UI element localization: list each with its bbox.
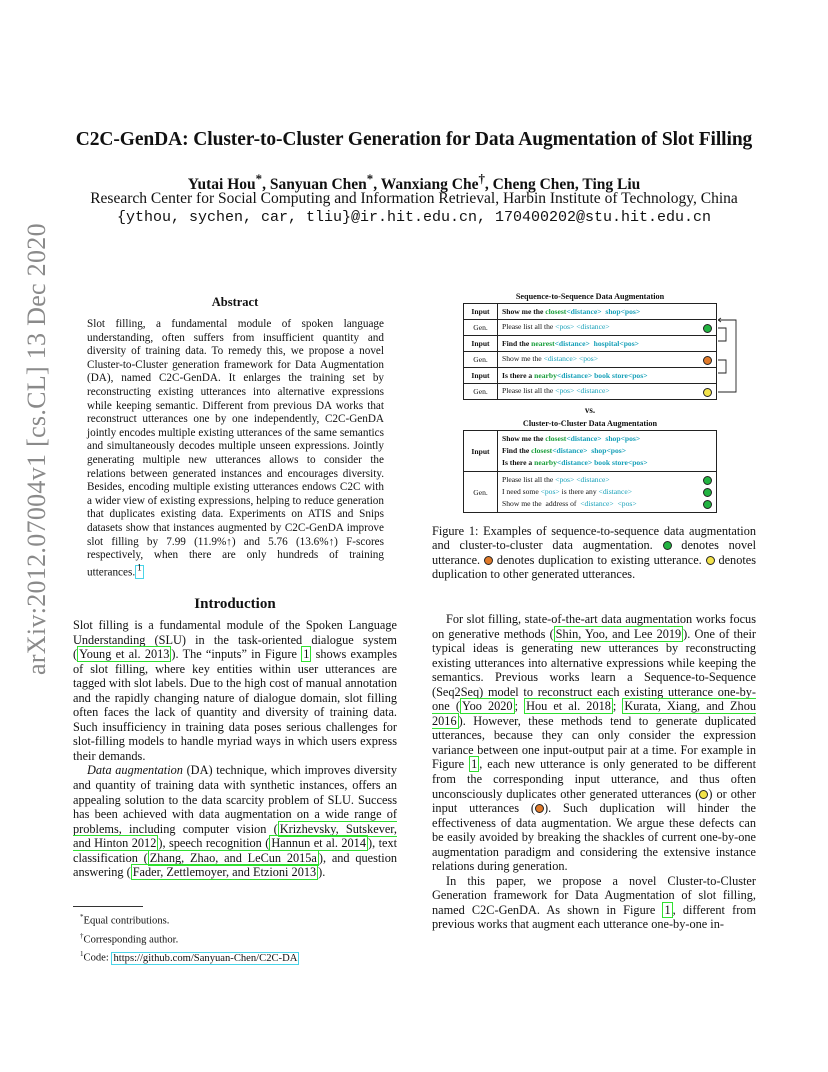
row-label: Gen. — [464, 384, 498, 400]
row-label: Gen. — [464, 320, 498, 336]
table-row — [464, 368, 717, 384]
footnote-corresponding: †Corresponding author. — [80, 931, 179, 946]
novel-face-icon — [703, 324, 712, 333]
author-emails: {ythou, sychen, car, tliu}@ir.hit.edu.cn, 170400202@stu.hit.edu.cn — [116, 209, 712, 226]
generated-cluster: Please list all the <pos> <distance> I need some <pos> is there any <distance> Show me the address of <distance> <pos> — [498, 472, 717, 513]
paper-title: C2C-GenDA: Cluster-to-Cluster Generation for Data Augmentation of Slot Filling — [75, 129, 753, 150]
table-row — [464, 352, 717, 368]
table-row — [464, 431, 717, 472]
abstract-body: Slot filling, a fundamental module of spoken language understanding, often suffers from insufficient quantity and diversity of training data. To remedy this, we propose a novel Cluster-to-Cluster generation framework for Data Augmentation (DA), named C2C-GenDA. It enlarges the training set by reconstructing existing utterances into alternative expressions while keeping semantic. Different from previous DA works that reconstruct utterances one by one independently, C2C-GenDA jointly encodes multiple existing utterances of the same semantics and simultaneously decodes multiple unseen expressions. Jointly generating multiple new utterances allows to consider the relations between generated instances and encourages diversity. Besides, encoding multiple existing utterances endows C2C with a wider view of existing expressions, helping to reduce generation that duplicates existing data. Experiments on ATIS and Snips datasets show that instances augmented by C2C-GenDA improve slot filling by 7.99 (11.9%↑) and 5.76 (13.6%↑) F-scores respectively, when there are only hundreds of training utterances. $^1$ — [87, 318, 384, 579]
versus-label: vs. — [584, 405, 596, 415]
row-label: Input — [464, 368, 498, 384]
code-link[interactable]: https://github.com/Sanyuan-Chen/C2C-DA — [113, 952, 298, 964]
c2c-table — [463, 430, 717, 513]
figure-caption: Figure 1: Examples of sequence-to-sequence data augmentation and cluster-to-cluster data augmentation. denotes novel utterance. denotes duplication to existing utterance. denotes duplication to other generated utterances. — [432, 524, 757, 582]
c2c-title: Cluster-to-Cluster Data Augmentation — [522, 419, 658, 428]
arxiv-identifier: arXiv:2012.07004v1 [cs.CL] 13 Dec 2020 — [22, 223, 51, 675]
intro-right-column: For slot filling, state-of-the-art data augmentation works focus on generative methods ( Shin, Yoo, and Lee 2019 ). One of their typical ideas is generating new utterances by reconstructing existing utterances into alternative expressions while keeping the semantics. Previous works learn a Sequence-to-Sequence (Seq2Seq) model to reconstruct each existing utterance one-by-one ( Yoo 2020 ; Hou et al. 2018 ; Kurata, Xiang, and Zhou 2016 ). However, these methods tend to generate duplicated utterances, because they can only consider the expression variance between one input-output pair at a time. For example in Figure 1 , each new utterance is only generated to be different from the corresponding input utterance, and thus often unconsciously duplicates other generated utterances ( ) or other input utterances ( ). Such duplication will hinder the effectiveness of data augmentation. We argue these defects can be easily avoided by breaking the shackles of current one-by-one augmentation paradigm and considering the extensive instance relations during generation. In this paper, we propose a novel Cluster-to-Cluster Generation framework for Data Augmentation of slot filling, named C2C-GenDA. As shown in Figure 1 , different from previous works that augment each utterance one-by-one in- — [432, 612, 757, 932]
table-row — [464, 472, 717, 513]
seq2seq-table — [463, 303, 717, 400]
seq2seq-title: Sequence-to-Sequence Data Augmentation — [515, 292, 665, 301]
utterance: Find the nearest<distance> hospital<pos> — [498, 336, 717, 352]
duplicate-generated-face-icon — [706, 556, 715, 565]
row-label: Gen. — [464, 472, 498, 513]
duplicate-input-face-icon — [484, 556, 493, 565]
duplicate-input-face-icon — [703, 356, 712, 365]
row-label: Gen. — [464, 352, 498, 368]
utterance: Is there a nearby<distance> book store<pos> — [498, 368, 717, 384]
duplicate-generated-face-icon — [703, 388, 712, 397]
utterance: Show me the <distance> <pos> — [498, 352, 717, 368]
utterance: Show me the closest<distance> shop<pos> — [498, 304, 717, 320]
table-row — [464, 304, 717, 320]
figure-1 — [463, 290, 717, 513]
row-label: Input — [464, 304, 498, 320]
footnote-link-1[interactable]: 1 — [135, 565, 144, 579]
table-row — [464, 384, 717, 400]
footnotes — [80, 910, 299, 966]
utterance: Please list all the <pos> <distance> — [498, 384, 717, 400]
footnote-code: $^1$Code: https://github.com/Sanyuan-Chen/C2C-DA — [80, 950, 298, 964]
table-row — [464, 320, 717, 336]
utterance: Please list all the <pos> <distance> — [498, 320, 717, 336]
footnote-equal: *Equal contributions. — [80, 913, 170, 927]
abstract-heading: Abstract — [211, 295, 259, 309]
feedback-arrows — [718, 317, 742, 397]
section-heading: Introduction — [194, 596, 276, 612]
novel-face-icon — [663, 541, 672, 550]
footnote-divider — [73, 906, 143, 907]
affiliation: Research Center for Social Computing and Information Retrieval, Harbin Institute of Technology, China — [90, 190, 738, 207]
table-row — [464, 336, 717, 352]
row-label: Input — [464, 431, 498, 472]
author-list: Yutai Hou*, Sanyuan Chen*, Wanxiang Che†, Cheng Chen, Ting Liu — [187, 171, 641, 194]
utterance-cluster: Show me the closest<distance> shop<pos> Find the closest<distance> shop<pos> Is there a nearby<distance> book store<pos> — [498, 431, 717, 472]
row-label: Input — [464, 336, 498, 352]
intro-left-column: Slot filling is a fundamental module of the Spoken Language Understanding (SLU) in the task-oriented dialogue system ( Young et al. 2013 ). The “inputs” in Figure 1 shows examples of slot filling, where key entities within user utterances are tagged with slot labels. Due to the high cost of manual annotation and the rapidly changing nature of dialogue domain, slot filling often faces the lack of quantity and diversity of training data. Such insufficiency in training data poses serious challenges for slot-filling models to handle myriad ways in which users express their demands. Data augmentation (DA) technique, which improves diversity and quantity of training data with synthetic instances, offers an appealing solution to the data scarcity problem of SLU. Success has been achieved with data augmentation on a wide range of problems, including computer vision ( Krizhevsky, Sutskever, and Hinton 2012 ), speech recognition ( Hannun et al. 2014 ), text classification ( Zhang, Zhao, and LeCun 2015a ), and question answering ( Fader, Zettlemoyer, and Etzioni 2013 ). — [73, 618, 398, 880]
